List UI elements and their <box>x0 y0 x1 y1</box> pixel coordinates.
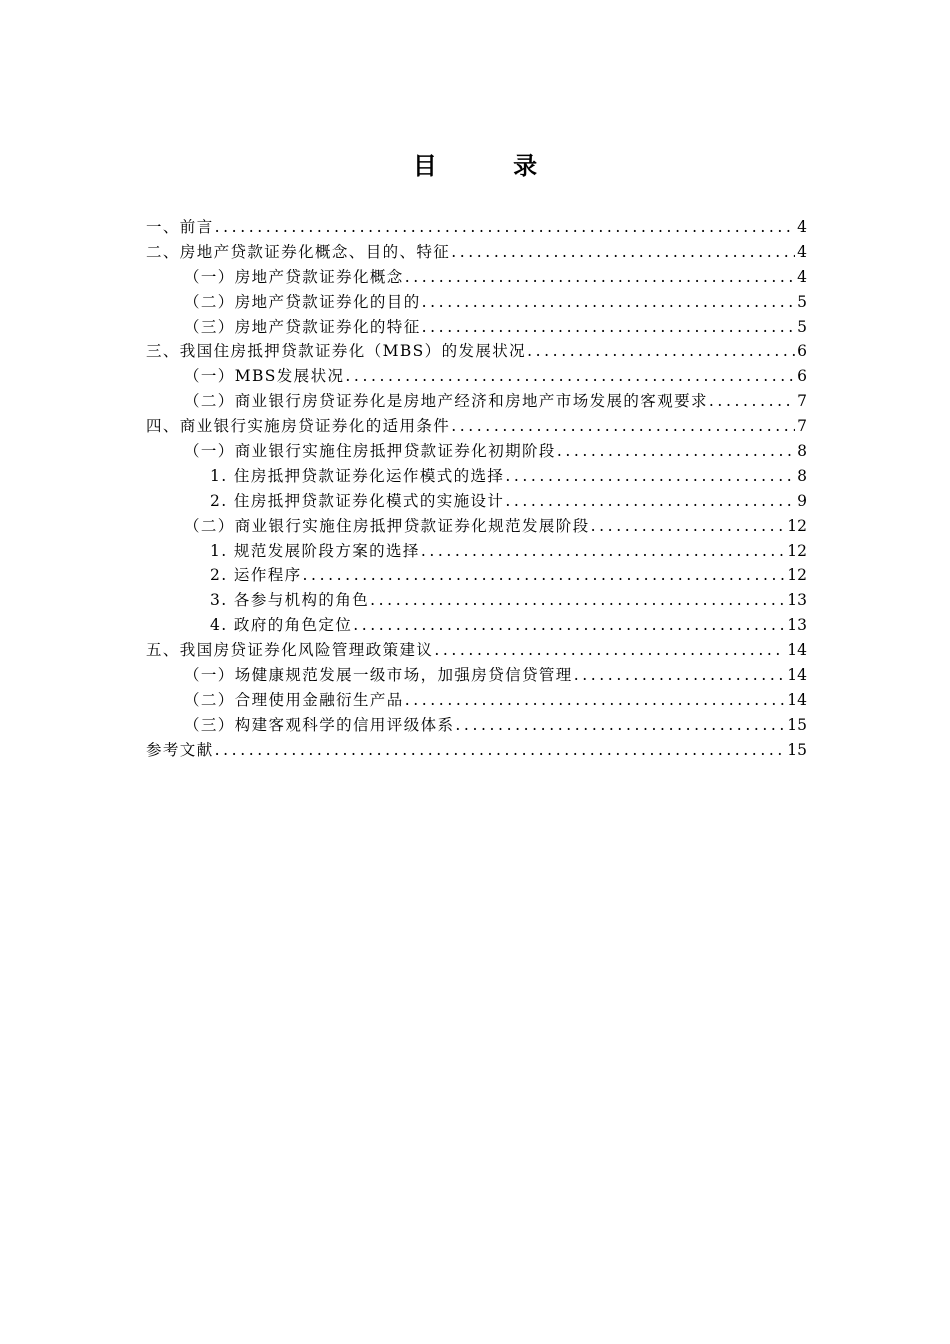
toc-entry-page: 5 <box>797 292 807 311</box>
toc-entry-page: 8 <box>797 466 807 485</box>
toc-entry[interactable] <box>146 563 807 588</box>
toc-entry[interactable] <box>146 389 807 414</box>
toc-leader-dots <box>405 688 786 713</box>
toc-entry-page: 5 <box>797 317 807 336</box>
toc-entry-page: 4 <box>797 242 807 261</box>
toc-leader-dots <box>451 414 795 439</box>
toc-leader-dots <box>505 464 795 489</box>
toc-entry[interactable] <box>146 414 807 439</box>
toc-list <box>146 215 807 763</box>
toc-leader-dots <box>455 713 785 738</box>
toc-entry[interactable] <box>146 215 807 240</box>
toc-entry-text: 1. 规范发展阶段方案的选择 <box>210 541 420 560</box>
toc-entry-page: 6 <box>797 342 807 361</box>
toc-entry-text: （三）房地产贷款证券化的特征 <box>184 317 421 336</box>
toc-leader-dots <box>505 489 795 514</box>
toc-entry-text: 2. 运作程序 <box>210 566 302 585</box>
toc-entry-text: 五、我国房贷证券化风险管理政策建议 <box>146 641 434 660</box>
toc-leader-dots <box>422 290 796 315</box>
toc-leader-dots <box>215 215 796 240</box>
toc-entry-page: 13 <box>787 616 807 635</box>
toc-entry-page: 14 <box>787 666 807 685</box>
toc-entry-text: （二）商业银行房贷证券化是房地产经济和房地产市场发展的客观要求 <box>184 392 708 411</box>
toc-leader-dots <box>353 613 785 638</box>
toc-leader-dots <box>557 439 795 464</box>
toc-entry-page: 15 <box>787 740 807 759</box>
toc-entry-page: 14 <box>787 641 807 660</box>
toc-entry-page: 15 <box>787 715 807 734</box>
toc-entry[interactable] <box>146 489 807 514</box>
toc-leader-dots <box>709 389 795 414</box>
toc-entry-text: 二、房地产贷款证券化概念、目的、特征 <box>146 242 451 261</box>
toc-entry-page: 8 <box>797 442 807 461</box>
toc-entry-page: 12 <box>787 516 807 535</box>
toc-entry[interactable] <box>146 364 807 389</box>
toc-leader-dots <box>345 364 795 389</box>
toc-entry-text: 参考文献 <box>146 740 214 759</box>
toc-entry[interactable] <box>146 613 807 638</box>
toc-entry-page: 4 <box>797 267 807 286</box>
toc-entry-text: 三、我国住房抵押贷款证券化（MBS）的发展状况 <box>146 342 527 361</box>
toc-entry-text: 1. 住房抵押贷款证券化运作模式的选择 <box>210 466 505 485</box>
toc-entry[interactable] <box>146 265 807 290</box>
toc-leader-dots <box>591 514 786 539</box>
toc-title: 目 录 <box>412 152 572 180</box>
toc-entry-text: （一）商业银行实施住房抵押贷款证券化初期阶段 <box>184 442 556 461</box>
toc-leader-dots <box>370 588 785 613</box>
toc-entry[interactable] <box>146 688 807 713</box>
toc-entry[interactable] <box>146 713 807 738</box>
toc-leader-dots <box>422 315 796 340</box>
toc-leader-dots <box>303 563 786 588</box>
toc-leader-dots <box>215 738 786 763</box>
toc-leader-dots <box>527 339 795 364</box>
toc-entry[interactable] <box>146 315 807 340</box>
toc-entry-text: （一）MBS发展状况 <box>184 367 345 386</box>
toc-entry-text: 2. 住房抵押贷款证券化模式的实施设计 <box>210 491 505 510</box>
toc-entry-page: 7 <box>797 417 807 436</box>
toc-entry-text: （三）构建客观科学的信用评级体系 <box>184 715 455 734</box>
toc-entry-text: （二）合理使用金融衍生产品 <box>184 690 404 709</box>
toc-leader-dots <box>574 663 786 688</box>
toc-entry-text: 4. 政府的角色定位 <box>210 616 353 635</box>
toc-entry[interactable] <box>146 663 807 688</box>
toc-entry-page: 14 <box>787 690 807 709</box>
toc-entry-text: 一、前言 <box>146 218 214 236</box>
toc-entry-text: 四、商业银行实施房贷证券化的适用条件 <box>146 417 451 436</box>
toc-entry[interactable] <box>146 439 807 464</box>
toc-entry[interactable] <box>146 240 807 265</box>
toc-entry[interactable] <box>146 738 807 763</box>
toc-entry-text: （二）商业银行实施住房抵押贷款证券化规范发展阶段 <box>184 516 590 535</box>
toc-entry-page: 12 <box>787 541 807 560</box>
toc-entry[interactable] <box>146 514 807 539</box>
toc-entry-text: （二）房地产贷款证券化的目的 <box>184 292 421 311</box>
toc-entry-page: 6 <box>797 367 807 386</box>
toc-entry-page: 7 <box>797 392 807 411</box>
toc-entry-page: 12 <box>787 566 807 585</box>
toc-entry[interactable] <box>146 339 807 364</box>
toc-entry[interactable] <box>146 588 807 613</box>
toc-leader-dots <box>421 539 785 564</box>
toc-entry[interactable] <box>146 290 807 315</box>
toc-leader-dots <box>405 265 795 290</box>
toc-entry-text: 3. 各参与机构的角色 <box>210 591 370 610</box>
toc-entry[interactable] <box>146 539 807 564</box>
toc-entry[interactable] <box>146 464 807 489</box>
toc-entry-page: 4 <box>797 218 807 236</box>
toc-leader-dots <box>434 638 785 663</box>
toc-entry-text: （一）场健康规范发展一级市场，加强房贷信贷管理 <box>184 666 573 685</box>
toc-entry-text: （一）房地产贷款证券化概念 <box>184 267 404 286</box>
toc-entry[interactable] <box>146 638 807 663</box>
toc-leader-dots <box>451 240 795 265</box>
toc-entry-page: 9 <box>797 491 807 510</box>
toc-entry-page: 13 <box>787 591 807 610</box>
